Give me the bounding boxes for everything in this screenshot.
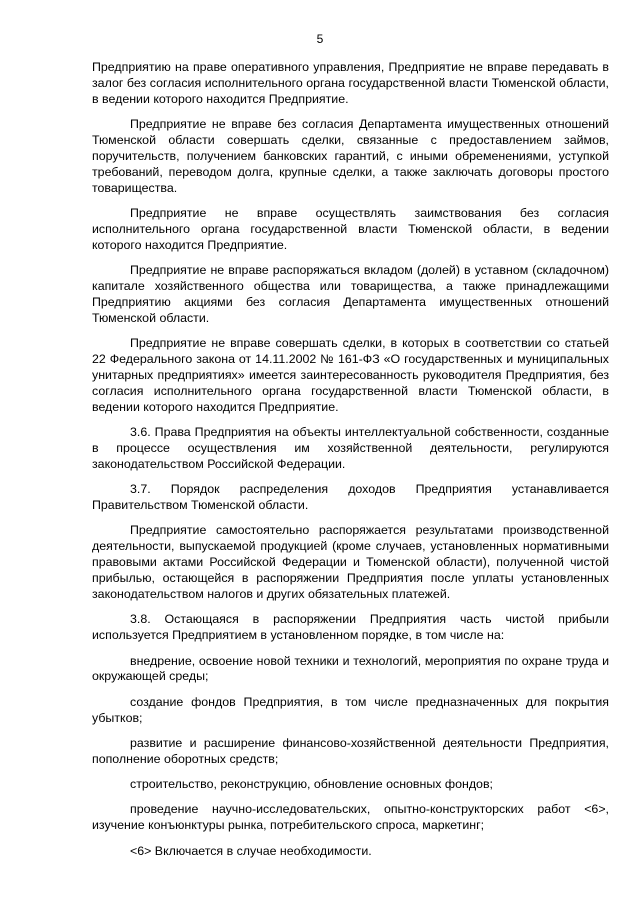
paragraph-3-6-intellectual-property: 3.6. Права Предприятия на объекты интеллектуальной собственности, созданные в процессе осуществления им хозяйственной деятельности, регулируются законодательством Российской Федерации. (92, 425, 609, 471)
paragraph-share-disposal: Предприятие не вправе распоряжаться вкладом (долей) в уставном (складочном) капитале хозяйственного общества или товарищества, а также принадлежащими Предприятию акциями без согласия Департамента имущественных отношений Тюменской области. (92, 263, 609, 325)
paragraph-3-8-net-profit-use: 3.8. Остающаяся в распоряжении Предприятия часть чистой прибыли используется Предприятием в установленном порядке, в том числе на: (92, 612, 609, 643)
list-item-new-technology: внедрение, освоение новой техники и технологий, мероприятия по охране труда и окружающей среды; (92, 653, 609, 684)
paragraph-borrowing: Предприятие не вправе осуществлять заимствования без согласия исполнительного органа государственной власти Тюменской области, в ведении которого находится Предприятие. (92, 206, 609, 252)
list-item-development: развитие и расширение финансово-хозяйственной деятельности Предприятия, пополнение оборотных средств; (92, 735, 609, 766)
list-item-construction: строительство, реконструкцию, обновление основных фондов; (130, 777, 493, 792)
paragraph-transactions-consent: Предприятие не вправе без согласия Департамента имущественных отношений Тюменской области совершать сделки, связанные с предоставлением займов, поручительств, получением банковских гарантий, с иными обременениями, уступкой требований, переводом долга, крупные сделки, а также заключать договоры простого товарищества. (92, 117, 609, 195)
paragraph-disposal-of-results: Предприятие самостоятельно распоряжается результатами производственной деятельности, выпускаемой продукцией (кроме случаев, установленных нормативными правовыми актами Российской Федерации и Тюменской области), полученной чистой прибылью, остающейся в распоряжении Предприятия после уплаты установленных законодательством налогов и других обязательных платежей. (92, 523, 609, 602)
paragraph-interested-transactions: Предприятие не вправе совершать сделки, в которых в соответствии со статьей 22 Федерального закона от 14.11.2002 № 161-ФЗ «О государственных и муниципальных унитарных предприятиях» имеется заинтересованность руководителя Предприятия, без согласия исполнительного органа государственной власти Тюменской области, в ведении которого находится Предприятие. (92, 336, 609, 414)
page-number: 5 (316, 32, 324, 46)
list-item-funds-creation: создание фондов Предприятия, в том числе предназначенных для покрытия убытков; (92, 694, 609, 725)
document-body (92, 60, 609, 869)
paragraph-3-7-income-distribution: 3.7. Порядок распределения доходов Предприятия устанавливается Правительством Тюменской области. (92, 482, 609, 513)
paragraph-operational-management: Предприятию на праве оперативного управления, Предприятие не вправе передавать в залог без согласия исполнительного органа государственной власти Тюменской области, в ведении которого находится Предприятие. (92, 60, 609, 106)
footnote-6: <6> Включается в случае необходимости. (130, 843, 372, 858)
list-item-research: проведение научно-исследовательских, опытно-конструкторских работ <6>, изучение конъюнктуры рынка, потребительского спроса, маркетинг; (92, 802, 609, 833)
